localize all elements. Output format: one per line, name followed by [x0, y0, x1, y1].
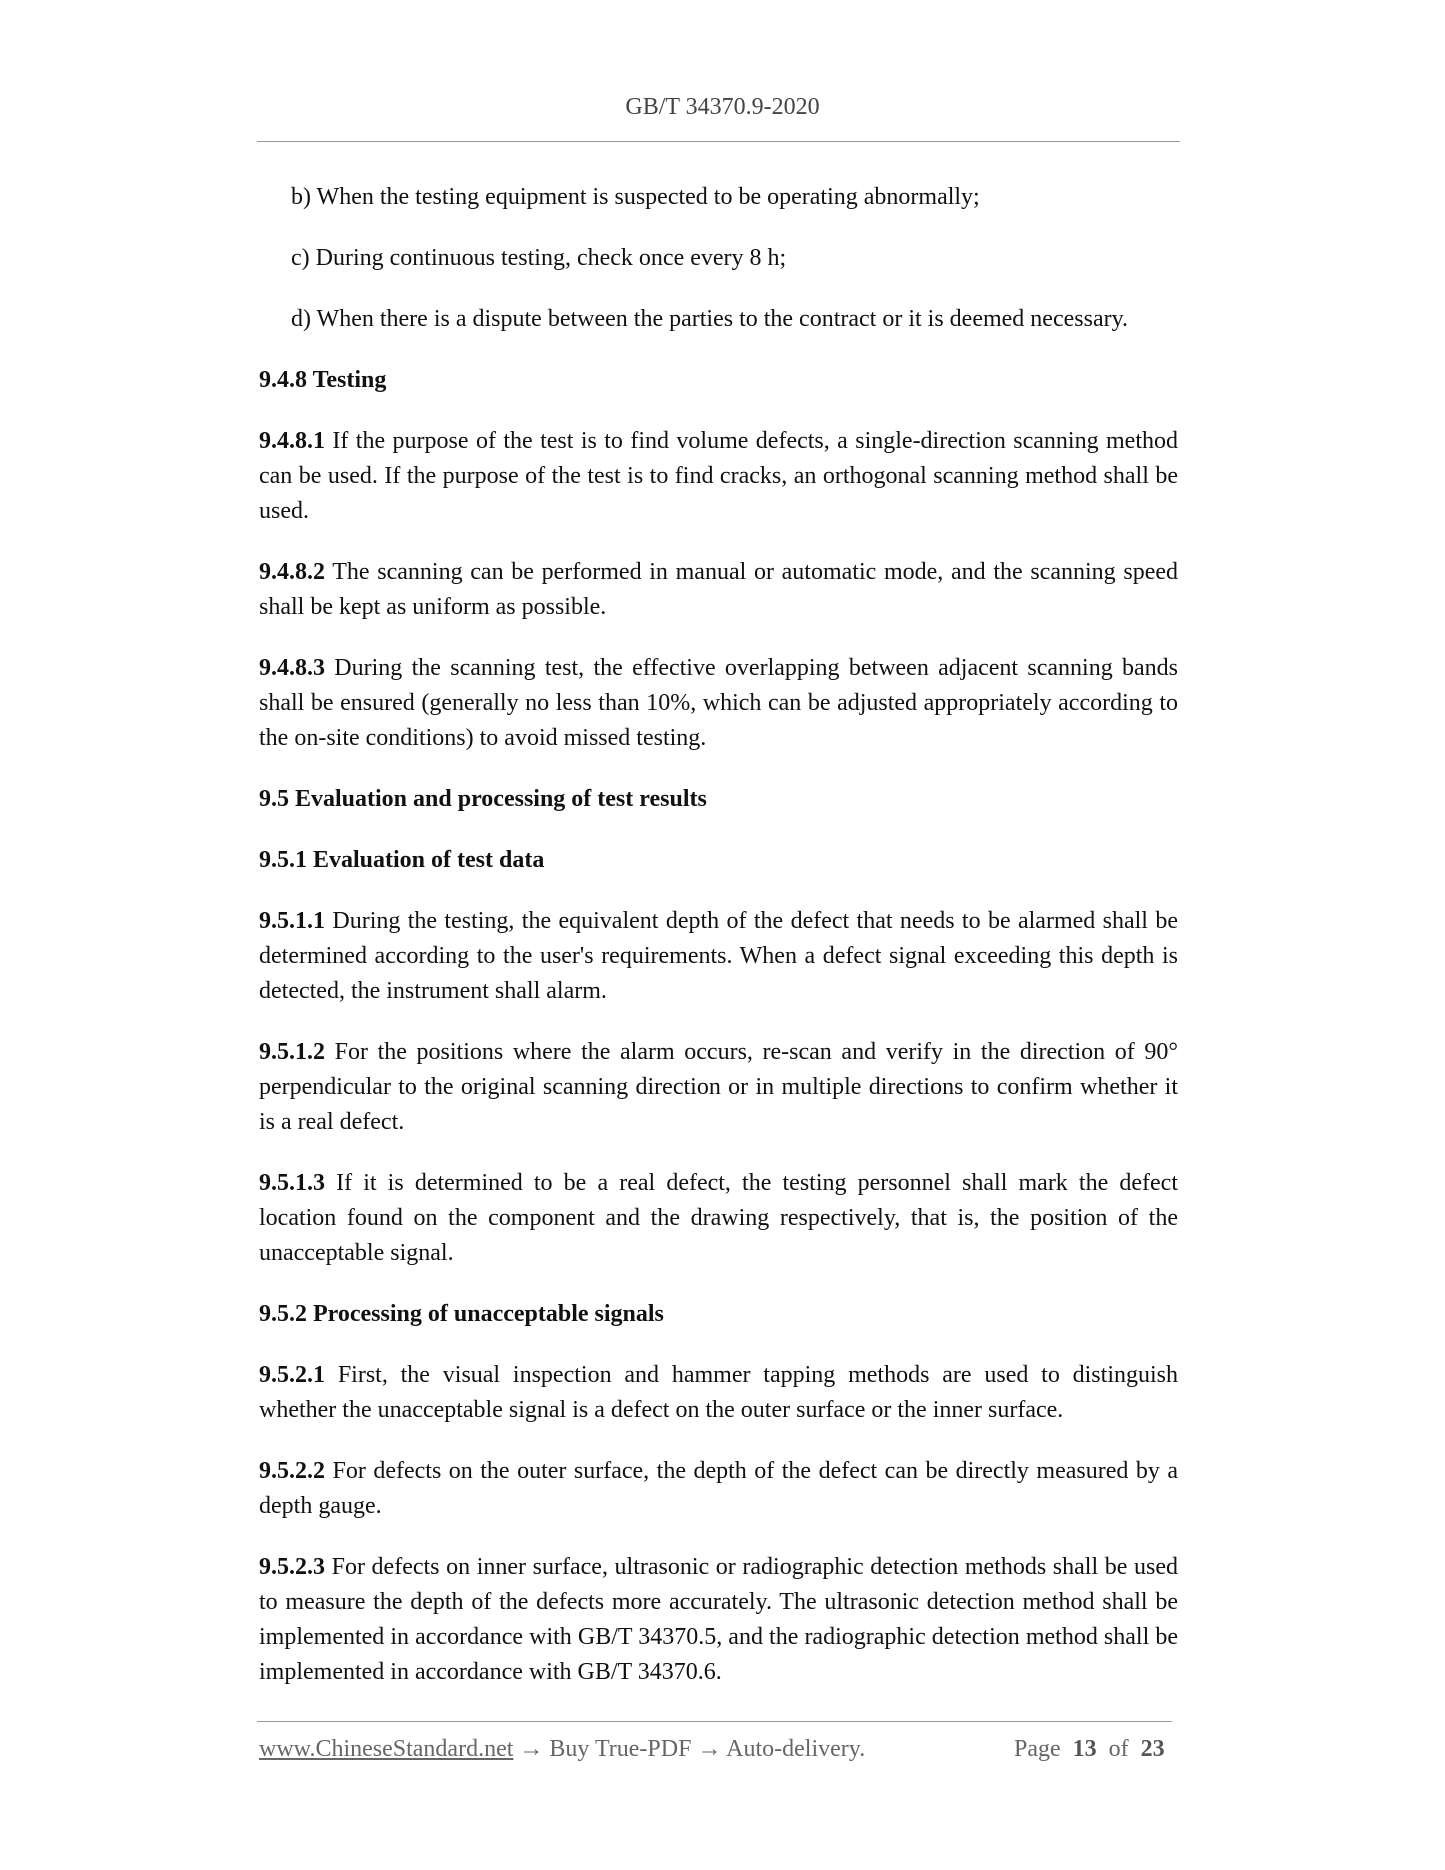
clause-9-4-8-3	[259, 651, 1178, 756]
clause-number: 9.5.1.1	[259, 908, 325, 934]
list-item-d: d) When there is a dispute between the parties to the contract or it is deemed necessary.	[291, 306, 1129, 332]
total-page-number: 23	[1140, 1736, 1165, 1762]
clause-number: 9.4.8.2	[259, 559, 325, 585]
clause-9-5-1-1	[259, 904, 1178, 1009]
document-body	[259, 180, 1178, 1716]
clause-9-5-2-1	[259, 1358, 1178, 1428]
clause-9-5-1-3	[259, 1166, 1178, 1271]
of-label: of	[1108, 1736, 1129, 1762]
clause-text: During the testing, the equivalent depth of the defect that needs to be alarmed shall be determined according to the user's requirements. When a defect signal exceeding this depth is detected, the instrument shall alarm.	[259, 908, 1178, 1004]
clause-text: For defects on the outer surface, the depth of the defect can be directly measured by a depth gauge.	[259, 1458, 1178, 1519]
clause-9-5-1-2	[259, 1035, 1178, 1140]
clause-number: 9.5.2.2	[259, 1458, 325, 1484]
list-item-b: b) When the testing equipment is suspected to be operating abnormally;	[291, 184, 980, 210]
clause-text: For defects on inner surface, ultrasonic or radiographic detection methods shall be used to measure the depth of the defects more accurately. The ultrasonic detection method shall be implemented in accordance with GB/T 34370.5, and the radiographic detection method shall be implemented in accordance with GB/T 34370.6.	[259, 1554, 1178, 1685]
section-heading-9-5: 9.5 Evaluation and processing of test results	[259, 786, 707, 812]
page-header-title: GB/T 34370.9-2020	[625, 94, 820, 120]
chinesestandard-link[interactable]: www.ChineseStandard.net	[259, 1736, 514, 1762]
clause-9-4-8-1	[259, 424, 1178, 529]
clause-number: 9.5.1.3	[259, 1170, 325, 1196]
clause-number: 9.5.2.3	[259, 1554, 325, 1580]
clause-9-4-8-2	[259, 555, 1178, 625]
clause-number: 9.4.8.1	[259, 428, 325, 454]
current-page-number: 13	[1072, 1736, 1097, 1762]
clause-9-5-2-2	[259, 1454, 1178, 1524]
clause-text: First, the visual inspection and hammer tapping methods are used to distinguish whether the unacceptable signal is a defect on the outer surface or the inner surface.	[259, 1362, 1178, 1423]
arrow-right-icon: →	[519, 1736, 544, 1762]
auto-delivery-text: Auto-delivery.	[726, 1736, 866, 1762]
header-divider	[257, 141, 1180, 142]
list-item-c: c) During continuous testing, check once every 8 h;	[291, 245, 787, 271]
clause-9-5-2-3	[259, 1550, 1178, 1690]
clause-number: 9.4.8.3	[259, 655, 325, 681]
section-heading-9-4-8: 9.4.8 Testing	[259, 367, 387, 393]
buy-true-pdf-text: Buy True-PDF	[549, 1736, 692, 1762]
arrow-right-icon: →	[697, 1736, 722, 1762]
clause-text: If the purpose of the test is to find volume defects, a single-direction scanning method can be used. If the purpose of the test is to find cracks, an orthogonal scanning method shall be used.	[259, 428, 1178, 524]
clause-text: If it is determined to be a real defect, the testing personnel shall mark the defect location found on the component and the drawing respectively, that is, the position of the unacceptable signal.	[259, 1170, 1178, 1266]
clause-number: 9.5.1.2	[259, 1039, 325, 1065]
footer-divider	[257, 1721, 1172, 1722]
page-label: Page	[1014, 1736, 1061, 1762]
section-heading-9-5-2: 9.5.2 Processing of unacceptable signals	[259, 1301, 664, 1327]
footer-promo	[259, 1736, 865, 1763]
page-counter	[1014, 1736, 1165, 1763]
clause-text: The scanning can be performed in manual or automatic mode, and the scanning speed shall be kept as uniform as possible.	[259, 559, 1178, 620]
clause-text: During the scanning test, the effective overlapping between adjacent scanning bands shall be ensured (generally no less than 10%, which can be adjusted appropriately according to the on-site conditions) to avoid missed testing.	[259, 655, 1178, 751]
section-heading-9-5-1: 9.5.1 Evaluation of test data	[259, 847, 545, 873]
clause-number: 9.5.2.1	[259, 1362, 325, 1388]
clause-text: For the positions where the alarm occurs, re-scan and verify in the direction of 90° perpendicular to the original scanning direction or in multiple directions to confirm whether it is a real defect.	[259, 1039, 1178, 1135]
